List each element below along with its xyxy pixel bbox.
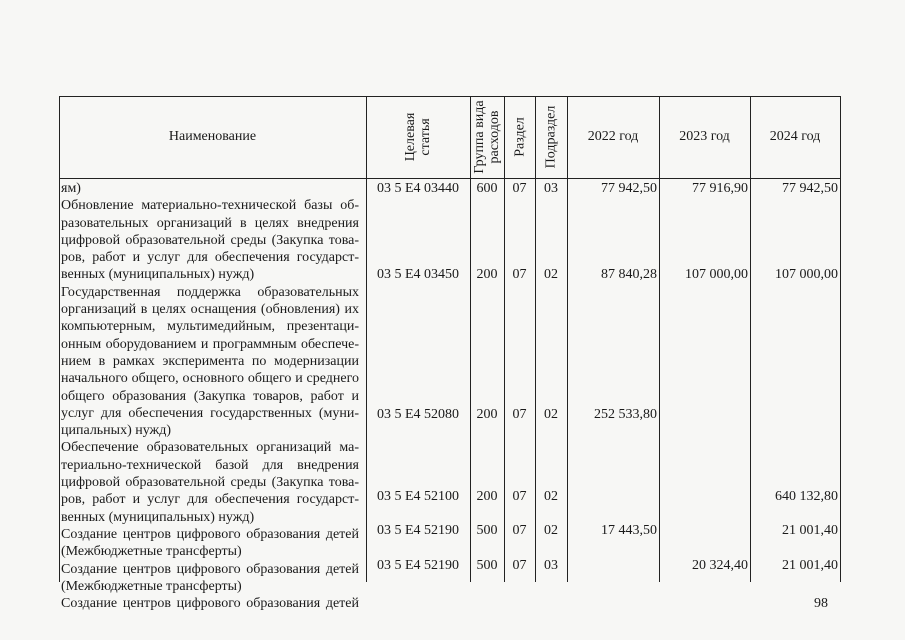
cell-target: 03 5 E4 52100 bbox=[376, 489, 460, 504]
name-line: ров, работ и услуг для обеспечения государст- bbox=[61, 492, 359, 508]
cell-subsection: 03 bbox=[544, 558, 558, 573]
header-subsection: Подраздел bbox=[543, 105, 559, 169]
name-line: организаций в целях оснащения (обновления) их bbox=[61, 302, 359, 318]
header-name: Наименование bbox=[168, 129, 257, 144]
header-expense-group: Группа вида расходов bbox=[472, 100, 502, 174]
column-divider bbox=[535, 96, 536, 582]
cell-2023: 77 916,90 bbox=[692, 181, 748, 196]
header-divider bbox=[59, 178, 841, 179]
name-line: ям) bbox=[61, 181, 81, 196]
cell-2024: 640 132,80 bbox=[775, 489, 838, 504]
column-divider bbox=[470, 96, 471, 582]
cell-2022: 87 840,28 bbox=[601, 267, 657, 282]
cell-2022: 17 443,50 bbox=[601, 523, 657, 538]
name-line: Обеспечение образовательных организаций ма- bbox=[61, 440, 359, 456]
name-line: общего образования (Закупка товаров, работ и bbox=[61, 388, 359, 404]
name-line: начального общего, основного общего и среднего bbox=[61, 371, 359, 387]
name-line: Создание центров цифрового образования детей bbox=[61, 596, 359, 612]
cell-subsection: 02 bbox=[544, 267, 558, 282]
name-column bbox=[61, 180, 359, 612]
cell-2023: 107 000,00 bbox=[685, 267, 748, 282]
cell-target: 03 5 E4 52080 bbox=[376, 407, 460, 422]
header-2024: 2024 год bbox=[769, 129, 821, 144]
name-line: (Межбюджетные трансферты) bbox=[61, 578, 242, 594]
table-border bbox=[840, 96, 841, 582]
cell-2024: 21 001,40 bbox=[782, 558, 838, 573]
cell-2024: 21 001,40 bbox=[782, 523, 838, 538]
cell-target: 03 5 E4 52190 bbox=[376, 558, 460, 573]
name-line: услуг для обеспечения государственных (муни- bbox=[61, 405, 359, 421]
name-line: разовательных организаций в целях внедрения bbox=[61, 215, 359, 231]
column-divider bbox=[504, 96, 505, 582]
cell-section: 07 bbox=[512, 181, 527, 196]
cell-group: 500 bbox=[476, 558, 498, 573]
name-line: компьютерным, мультимедийным, презентаци- bbox=[61, 319, 359, 335]
cell-subsection: 02 bbox=[544, 523, 558, 538]
name-line: Создание центров цифрового образования детей bbox=[61, 561, 359, 577]
cell-section: 07 bbox=[512, 407, 527, 422]
name-line: Обновление материально-технической базы об- bbox=[61, 198, 359, 214]
cell-2022: 252 533,80 bbox=[594, 407, 657, 422]
column-divider bbox=[366, 96, 367, 582]
header-section: Раздел bbox=[512, 117, 528, 157]
name-line: онным оборудованием и программным обеспече- bbox=[61, 336, 359, 352]
cell-group: 500 bbox=[476, 523, 498, 538]
cell-subsection: 03 bbox=[544, 181, 558, 196]
cell-target: 03 5 E4 52190 bbox=[376, 523, 460, 538]
cell-target: 03 5 E4 03450 bbox=[376, 267, 460, 282]
cell-2023: 20 324,40 bbox=[692, 558, 748, 573]
name-line: ципальных) нужд) bbox=[61, 423, 172, 439]
name-line: венных (муниципальных) нужд) bbox=[61, 509, 255, 525]
cell-group: 600 bbox=[476, 181, 498, 196]
page-number: 98 bbox=[814, 596, 828, 611]
cell-2024: 107 000,00 bbox=[775, 267, 838, 282]
name-line: Создание центров цифрового образования детей bbox=[61, 526, 359, 542]
cell-subsection: 02 bbox=[544, 407, 558, 422]
cell-group: 200 bbox=[476, 489, 498, 504]
name-line: Государственная поддержка образовательных bbox=[61, 284, 359, 300]
cell-section: 07 bbox=[512, 489, 527, 504]
cell-target: 03 5 E4 03440 bbox=[376, 181, 460, 196]
name-line: ров, работ и услуг для обеспечения государст- bbox=[61, 250, 359, 266]
name-line: цифровой образовательной среды (Закупка това- bbox=[61, 232, 359, 248]
cell-2022: 77 942,50 bbox=[601, 181, 657, 196]
name-line: териально-технической базой для внедрения bbox=[61, 457, 359, 473]
cell-section: 07 bbox=[512, 523, 527, 538]
cell-group: 200 bbox=[476, 407, 498, 422]
name-line: венных (муниципальных) нужд) bbox=[61, 267, 255, 283]
cell-section: 07 bbox=[512, 558, 527, 573]
name-line: цифровой образовательной среды (Закупка това- bbox=[61, 475, 359, 491]
cell-group: 200 bbox=[476, 267, 498, 282]
cell-2024: 77 942,50 bbox=[782, 181, 838, 196]
name-line: (Межбюджетные трансферты) bbox=[61, 544, 242, 560]
name-line: нием в рамках эксперимента по модернизации bbox=[61, 353, 359, 369]
cell-subsection: 02 bbox=[544, 489, 558, 504]
header-target: Целевая статья bbox=[403, 112, 433, 162]
header-2023: 2023 год bbox=[679, 129, 730, 144]
cell-section: 07 bbox=[512, 267, 527, 282]
header-2022: 2022 год bbox=[587, 129, 639, 144]
